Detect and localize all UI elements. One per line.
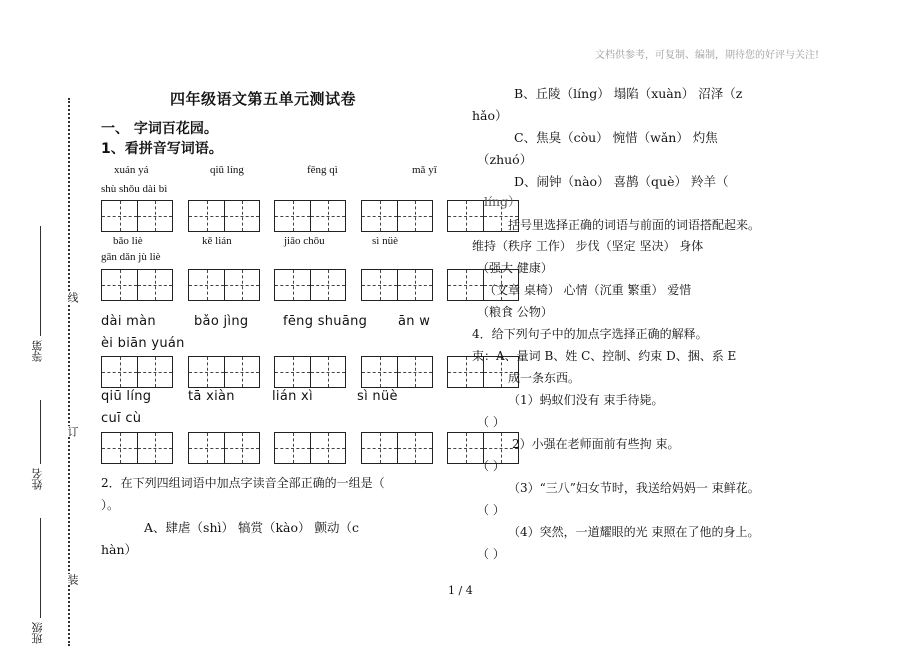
tianzi-grid[interactable] — [361, 200, 433, 232]
answer-paren[interactable]: （ ） — [477, 459, 505, 473]
pinyin: jiāo chōu — [284, 235, 325, 247]
option-c-tail: （zhuó） — [477, 152, 533, 167]
pinyin: kě lián — [202, 235, 232, 247]
tianzi-grid[interactable] — [361, 269, 433, 301]
binding-label-xian: 线 — [66, 292, 79, 303]
question-2: 2．在下列四组词语中加点字读音全部正确的一组是（ — [101, 476, 385, 490]
option-b: B、丘陵（líng） 塌陷（xuàn） 沼泽（z — [514, 86, 743, 101]
question-4: 4．给下列句子中的加点字选择正确的解释。 — [472, 327, 708, 341]
binding-label-ding: 订 — [66, 426, 79, 437]
q3-line-1-tail: （强大 健康） — [477, 261, 553, 275]
tianzi-grid[interactable] — [188, 432, 260, 464]
watermark: 文档供参考，可复制、编制，期待您的好评与关注! — [595, 50, 820, 61]
grade-underline — [40, 226, 41, 336]
binding-dotted-line — [68, 98, 70, 646]
name-label: 姓名 — [31, 468, 44, 490]
tianzi-grid[interactable] — [188, 356, 260, 388]
pinyin: ān w — [398, 314, 431, 329]
q3-line-2-tail: （粮食 公物） — [477, 305, 553, 319]
sub-heading: 1、看拼音写词语。 — [101, 141, 223, 157]
binding-label-zhuang: 装 — [66, 574, 79, 585]
q4-definitions-tail: 成一条东西。 — [508, 371, 581, 385]
tianzi-grid[interactable] — [361, 356, 433, 388]
sentence-4: （4）突然，一道耀眼的光 束照在了他的身上。 — [508, 525, 760, 539]
pinyin: shù shǒu dài bì — [101, 183, 168, 195]
pinyin: qiū líng — [210, 164, 244, 176]
answer-paren[interactable]: （ ） — [477, 415, 505, 429]
question-2-cont: ）。 — [101, 498, 120, 512]
q3-line-1: 维持（秩序 工作） 步伐（坚定 坚决） 身体 — [472, 239, 704, 253]
pinyin: bǎo jìng — [194, 314, 249, 329]
pinyin: xuán yá — [114, 164, 149, 176]
sentence-3: （3）“三八”妇女节时，我送给妈妈一 束鲜花。 — [508, 481, 760, 495]
name-underline — [40, 400, 41, 464]
tianzi-grid[interactable] — [361, 432, 433, 464]
tianzi-grid[interactable] — [274, 432, 346, 464]
pinyin: bǎo liè — [113, 235, 143, 247]
pinyin: èi biān yuán — [101, 336, 185, 351]
question-3: 括号里选择正确的词语与前面的词语搭配起来。 — [508, 218, 761, 232]
pinyin: gān dǎn jù liè — [101, 251, 161, 263]
class-label: 班级 — [31, 622, 44, 644]
option-a: A、肆虐（shì） 犒赏（kào） 颤动（c — [144, 520, 359, 535]
pinyin: mǎ yǐ — [412, 164, 437, 176]
tianzi-grid[interactable] — [188, 269, 260, 301]
pinyin: fēng qì — [307, 164, 338, 176]
option-a-tail: hàn） — [101, 542, 138, 557]
option-d: D、闹钟（nào） 喜鹊（què） 羚羊（ — [514, 174, 729, 189]
sentence-2: 2）小强在老师面前有些拘 束。 — [512, 437, 680, 451]
pinyin: cuī cù — [101, 411, 142, 426]
tianzi-grid[interactable] — [274, 200, 346, 232]
answer-paren[interactable]: （ ） — [477, 547, 505, 561]
tianzi-grid[interactable] — [274, 269, 346, 301]
option-d-tail: líng） — [484, 194, 521, 209]
q4-definitions: 束：A、量词 B、姓 C、控制、约束 D、捆、系 E — [472, 349, 737, 363]
option-b-tail: hǎo） — [472, 108, 508, 123]
pinyin: sì nüè — [357, 389, 398, 404]
pinyin: dài màn — [101, 314, 156, 329]
pinyin: fēng shuāng — [283, 314, 368, 329]
pinyin: tā xiàn — [188, 389, 235, 404]
class-underline — [40, 518, 41, 618]
option-c: C、焦臭（còu） 惋惜（wǎn） 灼焦 — [514, 130, 718, 145]
pinyin: sì nüè — [372, 235, 398, 247]
page-number: 1 / 4 — [448, 584, 473, 597]
sentence-1: （1）蚂蚁们没有 束手待毙。 — [508, 393, 664, 407]
tianzi-grid[interactable] — [101, 269, 173, 301]
tianzi-grid[interactable] — [274, 356, 346, 388]
page-title: 四年级语文第五单元测试卷 — [170, 90, 357, 108]
tianzi-grid[interactable] — [188, 200, 260, 232]
tianzi-grid[interactable] — [101, 356, 173, 388]
pinyin: lián xì — [272, 389, 313, 404]
q3-line-2: （文章 桌椅） 心情（沉重 繁重） 爱惜 — [484, 283, 692, 297]
answer-paren[interactable]: （ ） — [477, 503, 505, 517]
section-heading: 一、 字词百花园。 — [101, 121, 218, 137]
tianzi-grid[interactable] — [101, 432, 173, 464]
tianzi-grid[interactable] — [101, 200, 173, 232]
pinyin: qiū líng — [101, 389, 152, 404]
grade-label: 等第 — [31, 340, 44, 362]
